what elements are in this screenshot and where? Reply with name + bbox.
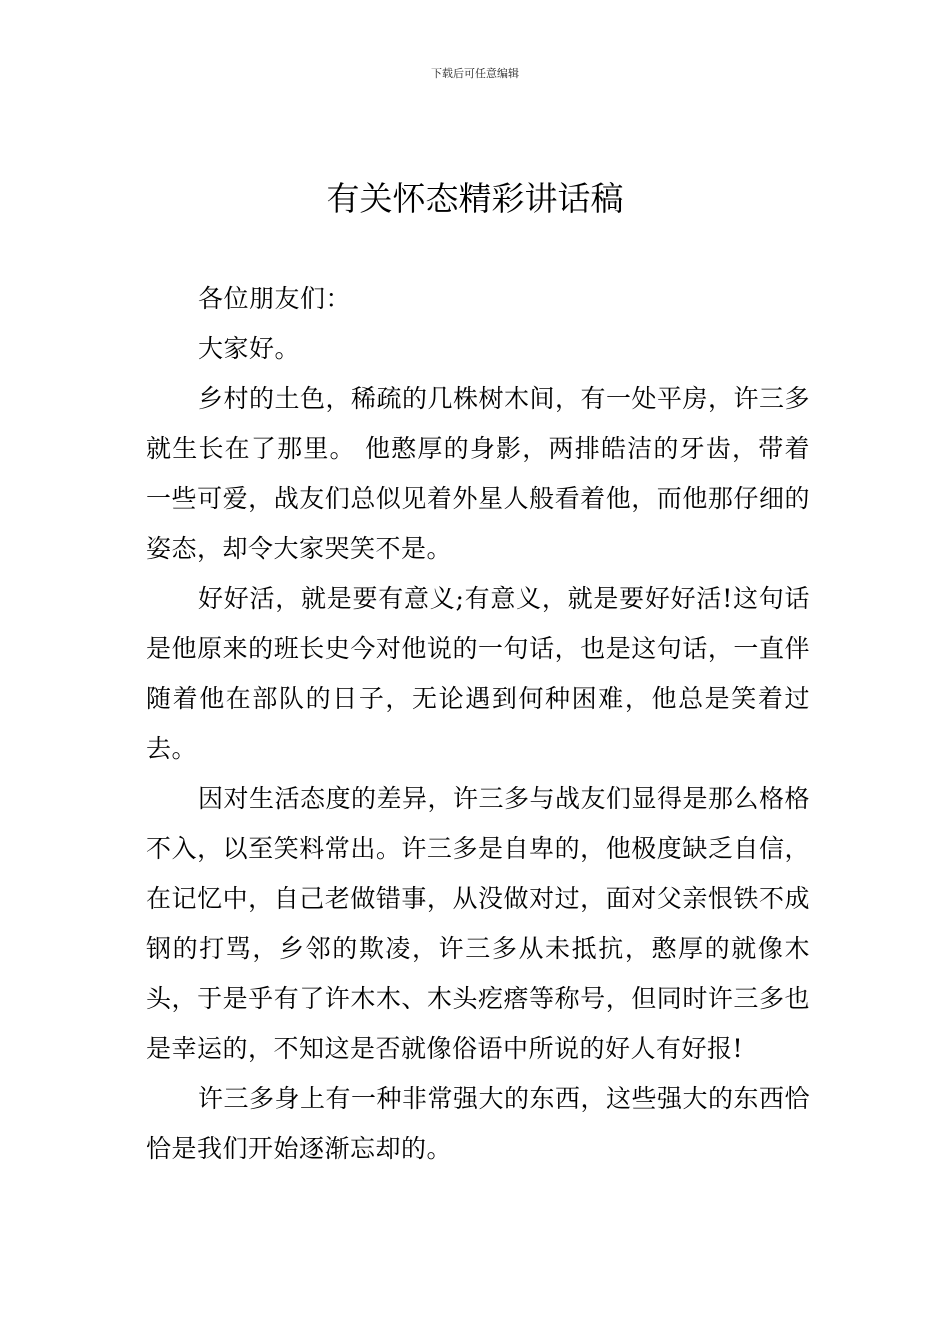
salutation: 各位朋友们： bbox=[198, 284, 352, 313]
body-paragraph: 许三多身上有一种非常强大的东西，这些强大的东西恰恰是我们开始逐渐忘却的。 bbox=[146, 1084, 811, 1163]
body-paragraph: 因对生活态度的差异，许三多与战友们显得是那么格格不入，以至笑料常出。许三多是自卑的，他极度缺乏自信，在记忆中，自己老做错事，从没做对过，面对父亲恨铁不成钢的打骂，乡邻的欺凌，许三多从未抵抗，憨厚的就像木头，于是乎有了许木木、木头疙瘩等称号，但同时许三多也是幸运的，不知这是否就像俗语中所说的好人有好报! bbox=[146, 784, 811, 1063]
body-paragraph: 好好活，就是要有意义;有意义，就是要好好活!这句话是他原来的班长史今对他说的一句话，也是这句话，一直伴随着他在部队的日子，无论遇到何种困难，他总是笑着过去。 bbox=[146, 584, 810, 763]
greeting: 大家好。 bbox=[198, 334, 301, 363]
header-note: 下载后可任意编辑 bbox=[431, 67, 519, 80]
body-paragraph: 乡村的土色，稀疏的几株树木间，有一处平房，许三多就生长在了那里。 他憨厚的身影，两排皓洁的牙齿，带着一些可爱，战友们总似见着外星人般看着他，而他那仔细的姿态，却令大家哭笑不是。 bbox=[146, 384, 811, 563]
document-title: 有关怀态精彩讲话稿 bbox=[326, 179, 624, 218]
document-body bbox=[146, 274, 810, 1174]
